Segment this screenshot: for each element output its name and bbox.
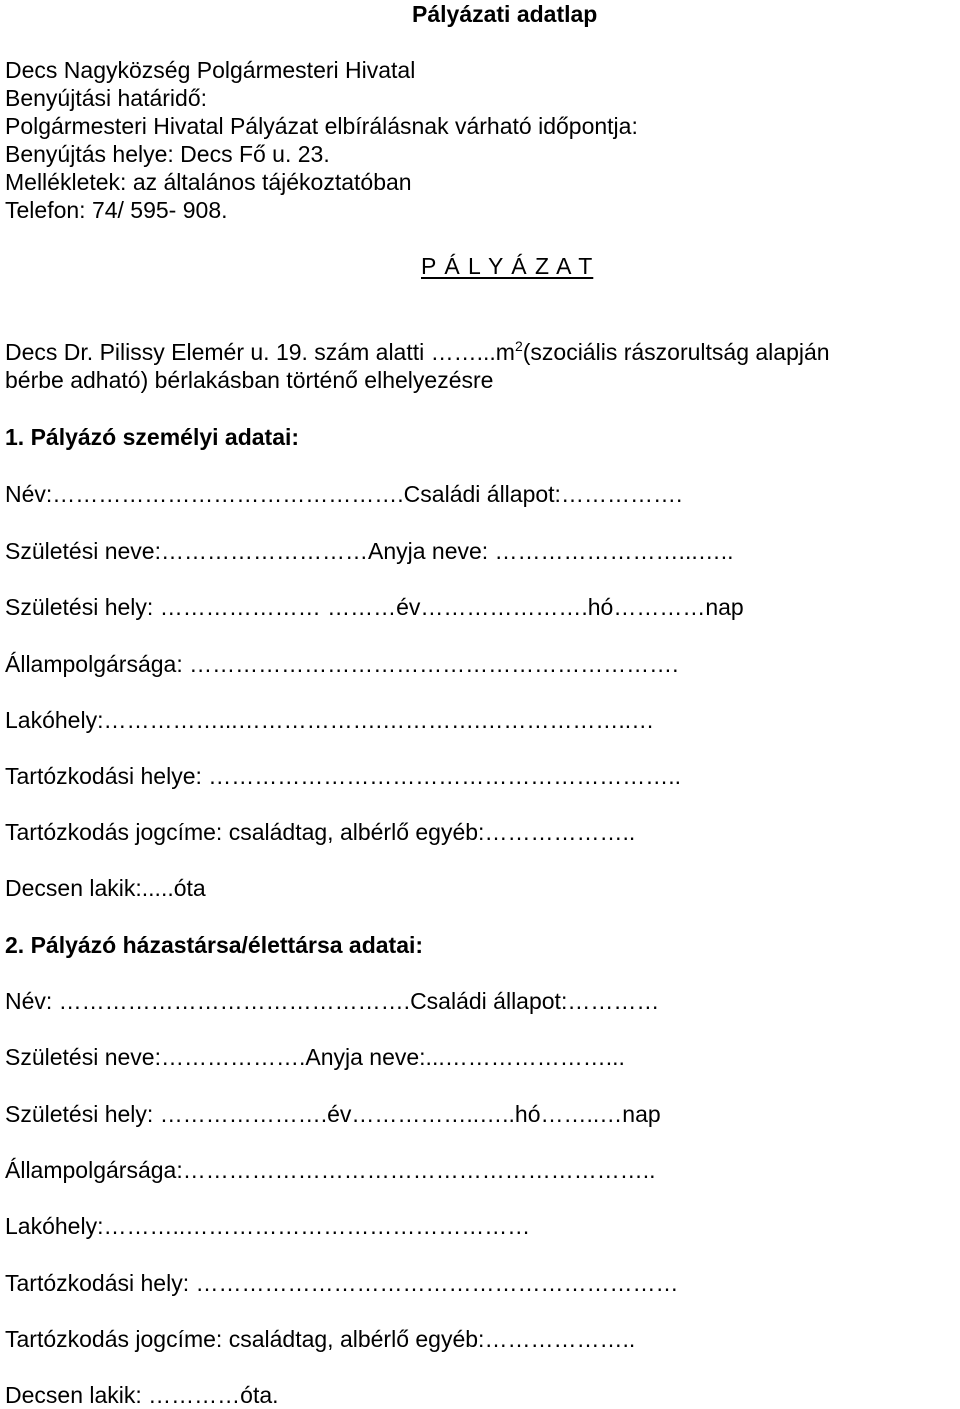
s2-stay-title-field: Tartózkodás jogcíme: családtag, albérlő egyéb:……………….. [5,1326,636,1352]
institution-name: Decs Nagyközség Polgármesteri Hivatal [5,57,416,83]
s2-name-field: Név: ……………………………………….Családi állapot:………… [5,988,660,1014]
s2-living-since-field: Decsen lakik: …………óta. [5,1382,279,1408]
s1-citizenship-field: Állampolgársága: ………………………………………………………. [5,651,679,677]
section2-heading: 2. Pályázó házastársa/élettársa adatai: [5,932,424,958]
palyazat-heading: P Á L Y Á Z A T [421,253,594,279]
s2-citizenship-field: Állampolgársága:…………………………………………………….. [5,1157,656,1183]
s1-living-since-field: Decsen lakik:.....óta [5,875,206,901]
s1-residence-field: Lakóhely:……………...……………….………….………………..… [5,707,655,733]
s1-name-field: Név:……………………………………….Családi állapot:……………. [5,481,683,507]
phone-text: Telefon: 74/ 595- 908. [5,197,228,223]
decision-date-text: Polgármesteri Hivatal Pályázat elbírálásnak várható időpontja: [5,113,638,139]
subject-text-b: (szociális rászorultság alapján [522,339,830,365]
s1-stay-field: Tartózkodási helye: …………………………………………………….. [5,763,682,789]
deadline-text: Benyújtási határidő: [5,85,208,111]
subject-superscript: 2 [514,338,523,354]
page-title: Pályázati adatlap [412,1,598,27]
section1-heading: 1. Pályázó személyi adatai: [5,424,300,450]
s2-birth-name-field: Születési neve:……………….Anyja neve:...…………………... [5,1044,625,1070]
subject-line-2: bérbe adható) bérlakásban történő elhelyezésre [5,367,494,393]
s2-stay-field: Tartózkodási hely: ……………………………………………………… [5,1270,679,1296]
s1-birth-place-field: Születési hely: ………………… ………év………………….hó…………nap [5,594,744,620]
s1-birth-name-field: Születési neve:………………………Anyja neve: ……………………...….. [5,538,734,564]
s1-stay-title-field: Tartózkodás jogcíme: családtag, albérlő egyéb:……………….. [5,819,636,845]
submission-place-text: Benyújtás helye: Decs Fő u. 23. [5,141,330,167]
s2-birth-place-field: Születési hely: ………………….év……………..…..hó……..…nap [5,1101,661,1127]
s2-residence-field: Lakóhely:………..……………………………………… [5,1213,531,1239]
subject-text-a: Decs Dr. Pilissy Elemér u. 19. szám alatti ……...m [5,339,515,365]
attachments-text: Mellékletek: az általános tájékoztatóban [5,169,412,195]
subject-line-1 [5,338,830,366]
